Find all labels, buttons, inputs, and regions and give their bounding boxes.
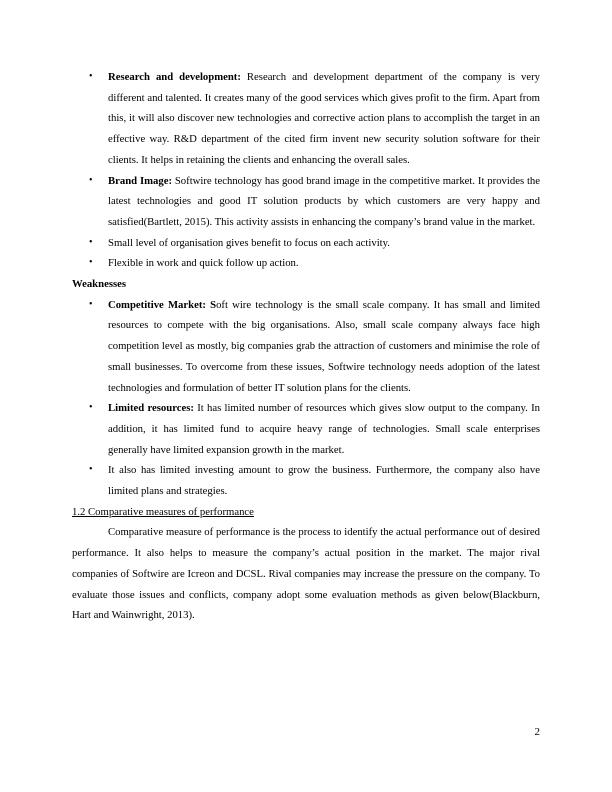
item-title: Research and development: [108,71,241,83]
list-item [72,253,540,274]
item-title: Brand Image: [108,174,173,187]
item-text: It has limited number of resources which gives slow output to the company. In addition, it has limited fund to acquire heavy range of technologies. Small scale enterprises generally have limited expansion growth in the market. [108,402,540,456]
list-item [72,67,540,171]
item-text: Softwire technology has good brand image in the competitive market. It provides the latest technologies and good IT solution products by which customers are very happy and satisfied(Bartlett, 2015). This activity assists in enhancing the company’s brand value in the market. [108,174,541,228]
page-content [72,67,540,626]
bullet-icon: • [89,298,93,310]
bullet-icon: • [89,257,93,269]
item-title: Competitive Market: S [108,298,217,311]
section-heading: 1.2 Comparative measures of performance [72,505,254,518]
bullet-icon: • [89,402,93,414]
item-text: Flexible in work and quick follow up action. [108,257,299,270]
item-text: It also has limited investing amount to grow the business. Furthermore, the company also have limited plans and strategies. [108,464,540,498]
item-text: oft wire technology is the small scale company. It has small and limited resources to compete with the big organisations. Also, small scale company always face high competition level as mostly, big companies grab the attraction of customers and minimise the role of small businesses. To overcome from these issues, Softwire technology needs adoption of the latest technologies and formulation of better IT solution plans for the clients. [108,298,540,394]
list-item [72,398,540,460]
list-item [72,171,540,233]
item-text: Research and development department of the company is very different and talented. It creates many of the good services which gives profit to the firm. Apart from this, it will also discover new technologies and corrective action plans to accomplish the target in an effective way. R&D department of the cited firm invent new security solution software for their clients. It helps in retaining the clients and enhancing the overall sales. [108,71,541,166]
list-item [72,295,540,399]
list-item [72,460,540,501]
bullet-icon: • [89,174,93,186]
item-title: Limited resources: [108,402,194,415]
list-item [72,233,540,254]
bullet-icon: • [89,236,93,248]
page-number: 2 [534,726,540,738]
bullet-icon: • [89,464,93,476]
weaknesses-heading: Weaknesses [72,278,127,291]
section-paragraph: Comparative measure of performance is the process to identify the actual performance out of desired performance. It also helps to measure the company’s actual position in the market. The major rival companies of Softwire are Icreon and DCSL. Rival companies may increase the pressure on the company. To evaluate those issues and conflicts, company adopt some evaluation methods as given below(Blackburn, Hart and Wainwright, 2013). [72,526,540,622]
bullet-icon: • [89,71,93,82]
strengths-list [72,67,540,274]
weaknesses-list [72,295,540,502]
item-text: Small level of organisation gives benefit to focus on each activity. [108,236,390,249]
